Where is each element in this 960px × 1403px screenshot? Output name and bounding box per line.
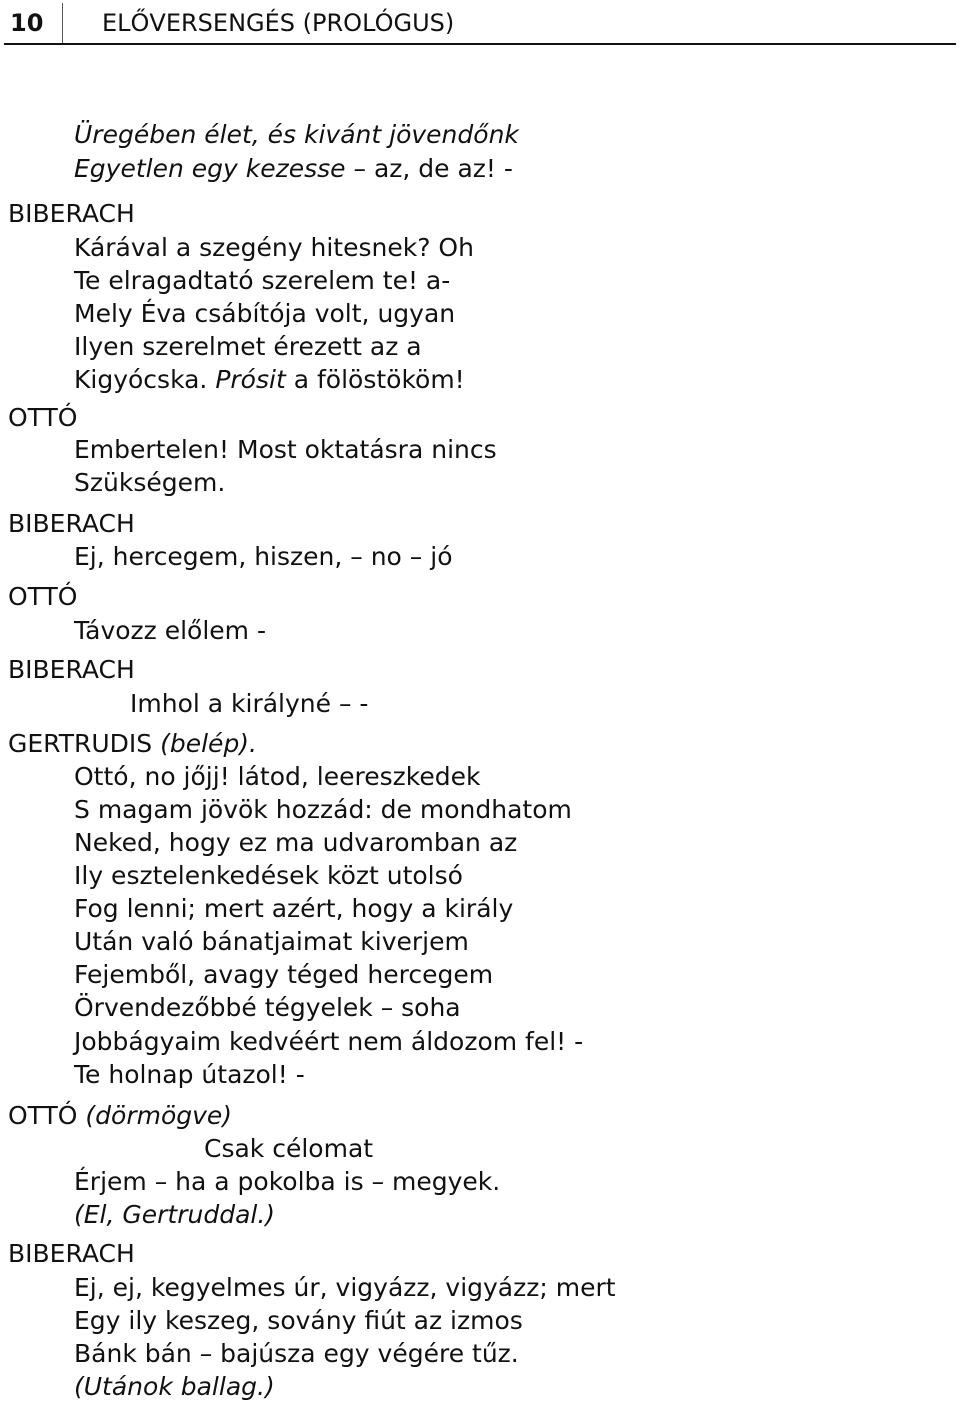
verse-line: Te elragadtató szerelem te! a- <box>74 266 451 295</box>
page-number: 10 <box>10 9 44 37</box>
header-rule <box>4 43 956 45</box>
verse-line: Bánk bán – bajúsza egy végére tűz. <box>74 1339 519 1368</box>
verse-line: Távozz előlem - <box>74 616 267 645</box>
verse-line: Embertelen! Most oktatásra nincs <box>74 435 497 464</box>
verse-line: Te holnap útazol! - <box>74 1060 305 1089</box>
speaker-label: GERTRUDIS <box>8 729 161 758</box>
speaker-name: BIBERACH <box>8 1239 135 1268</box>
speaker-name: BIBERACH <box>8 509 135 538</box>
verse-line: Ej, hercegem, hiszen, – no – jó <box>74 542 453 571</box>
speaker-name: BIBERACH <box>8 199 135 228</box>
speaker-name <box>8 727 257 760</box>
speaker-label: OTTÓ <box>8 1101 86 1130</box>
verse-line: Után való bánatjaimat kiverjem <box>74 927 469 956</box>
verse-line: Üregében élet, és kivánt jövendőnk <box>74 120 519 149</box>
speaker-name: OTTÓ <box>8 403 78 432</box>
verse-line: S magam jövök hozzád: de mondhatom <box>74 795 572 824</box>
verse-line: Egy ily keszeg, sovány fiút az izmos <box>74 1306 523 1335</box>
verse-line <box>74 363 465 396</box>
verse-line: Csak célomat <box>204 1134 374 1163</box>
verse-line: Fejemből, avagy téged hercegem <box>74 960 494 989</box>
speaker-name: BIBERACH <box>8 655 135 684</box>
verse-line: Kárával a szegény hitesnek? Oh <box>74 233 474 262</box>
verse-fragment: Kigyócska. <box>74 365 216 394</box>
speaker-name <box>8 1099 232 1132</box>
verse-line: Szükségem. <box>74 468 226 497</box>
stage-direction: (Utánok ballag.) <box>74 1372 275 1401</box>
stage-direction: (belép). <box>160 729 258 758</box>
verse-line: Mely Éva csábítója volt, ugyan <box>74 299 456 328</box>
running-title: ELŐVERSENGÉS (PROLÓGUS) <box>102 9 455 37</box>
verse-fragment: Egyetlen egy kezesse <box>74 154 346 183</box>
header-divider <box>62 3 63 43</box>
stage-direction: (dörmögve) <box>85 1101 233 1130</box>
verse-line: Jobbágyaim kedvéért nem áldozom fel! - <box>74 1027 584 1056</box>
speaker-name: OTTÓ <box>8 582 78 611</box>
verse-line: Érjem – ha a pokolba is – megyek. <box>74 1167 501 1196</box>
verse-line: Ej, ej, kegyelmes úr, vigyázz, vigyázz; mert <box>74 1273 616 1302</box>
verse-fragment: – az, de az! - <box>345 154 513 183</box>
verse-line: Ottó, no jőjj! látod, leereszkedek <box>74 762 481 791</box>
verse-line: Fog lenni; mert azért, hogy a király <box>74 894 514 923</box>
verse-line: Ily esztelenkedések közt utolsó <box>74 861 463 890</box>
verse-fragment: Prósit <box>215 365 286 394</box>
verse-line: Neked, hogy ez ma udvaromban az <box>74 828 518 857</box>
verse-line: Örvendezőbbé tégyelek – soha <box>74 993 461 1022</box>
page-header <box>0 0 960 44</box>
verse-line <box>74 152 513 185</box>
stage-direction: (El, Gertruddal.) <box>74 1200 276 1229</box>
verse-line: Imhol a királyné – - <box>130 689 369 718</box>
verse-fragment: a fölöstököm! <box>285 365 465 394</box>
verse-line: Ilyen szerelmet érezett az a <box>74 332 422 361</box>
